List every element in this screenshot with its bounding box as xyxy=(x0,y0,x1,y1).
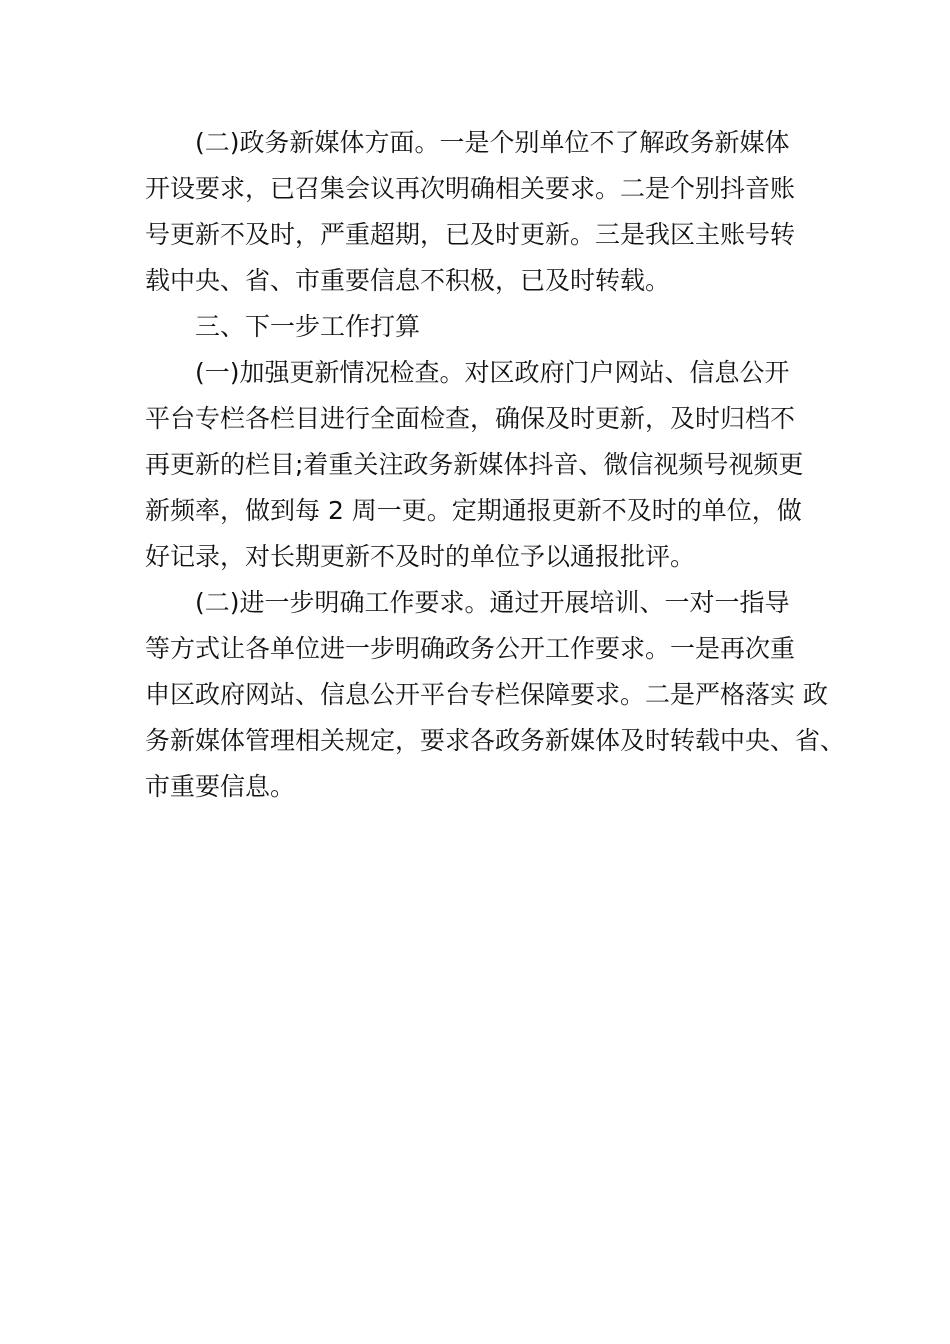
text-line: 开设要求，已召集会议再次明确相关要求。二是个别抖音账 xyxy=(145,174,796,203)
text-line: (二)进一步明确工作要求。通过开展培训、一对一指导 xyxy=(195,588,790,617)
document-body xyxy=(145,120,846,810)
text-line: 好记录，对长期更新不及时的单位予以通报批评。 xyxy=(145,542,696,571)
text-line: 新频率，做到每 2 周一更。定期通报更新不及时的单位，做 xyxy=(145,496,802,525)
text-line: 号更新不及时，严重超期，已及时更新。三是我区主账号转 xyxy=(145,220,796,249)
text-line: 平台专栏各栏目进行全面检查，确保及时更新，及时归档不 xyxy=(145,404,796,433)
text-line: (一)加强更新情况检查。对区政府门户网站、信息公开 xyxy=(195,358,790,387)
text-line: 申区政府网站、信息公开平台专栏保障要求。二是严格落实 政 xyxy=(145,680,828,709)
text-line: 载中央、省、市重要信息不积极，已及时转载。 xyxy=(145,266,671,295)
text-line: 再更新的栏目;着重关注政务新媒体抖音、微信视频号视频更 xyxy=(145,450,804,479)
section-heading: 三、下一步工作打算 xyxy=(195,312,421,341)
text-line: (二)政务新媒体方面。一是个别单位不了解政务新媒体 xyxy=(195,128,790,157)
text-line: 等方式让各单位进一步明确政务公开工作要求。一是再次重 xyxy=(145,634,796,663)
text-line: 市重要信息。 xyxy=(145,772,296,801)
text-line: 务新媒体管理相关规定，要求各政务新媒体及时转载中央、省、 xyxy=(145,726,846,755)
